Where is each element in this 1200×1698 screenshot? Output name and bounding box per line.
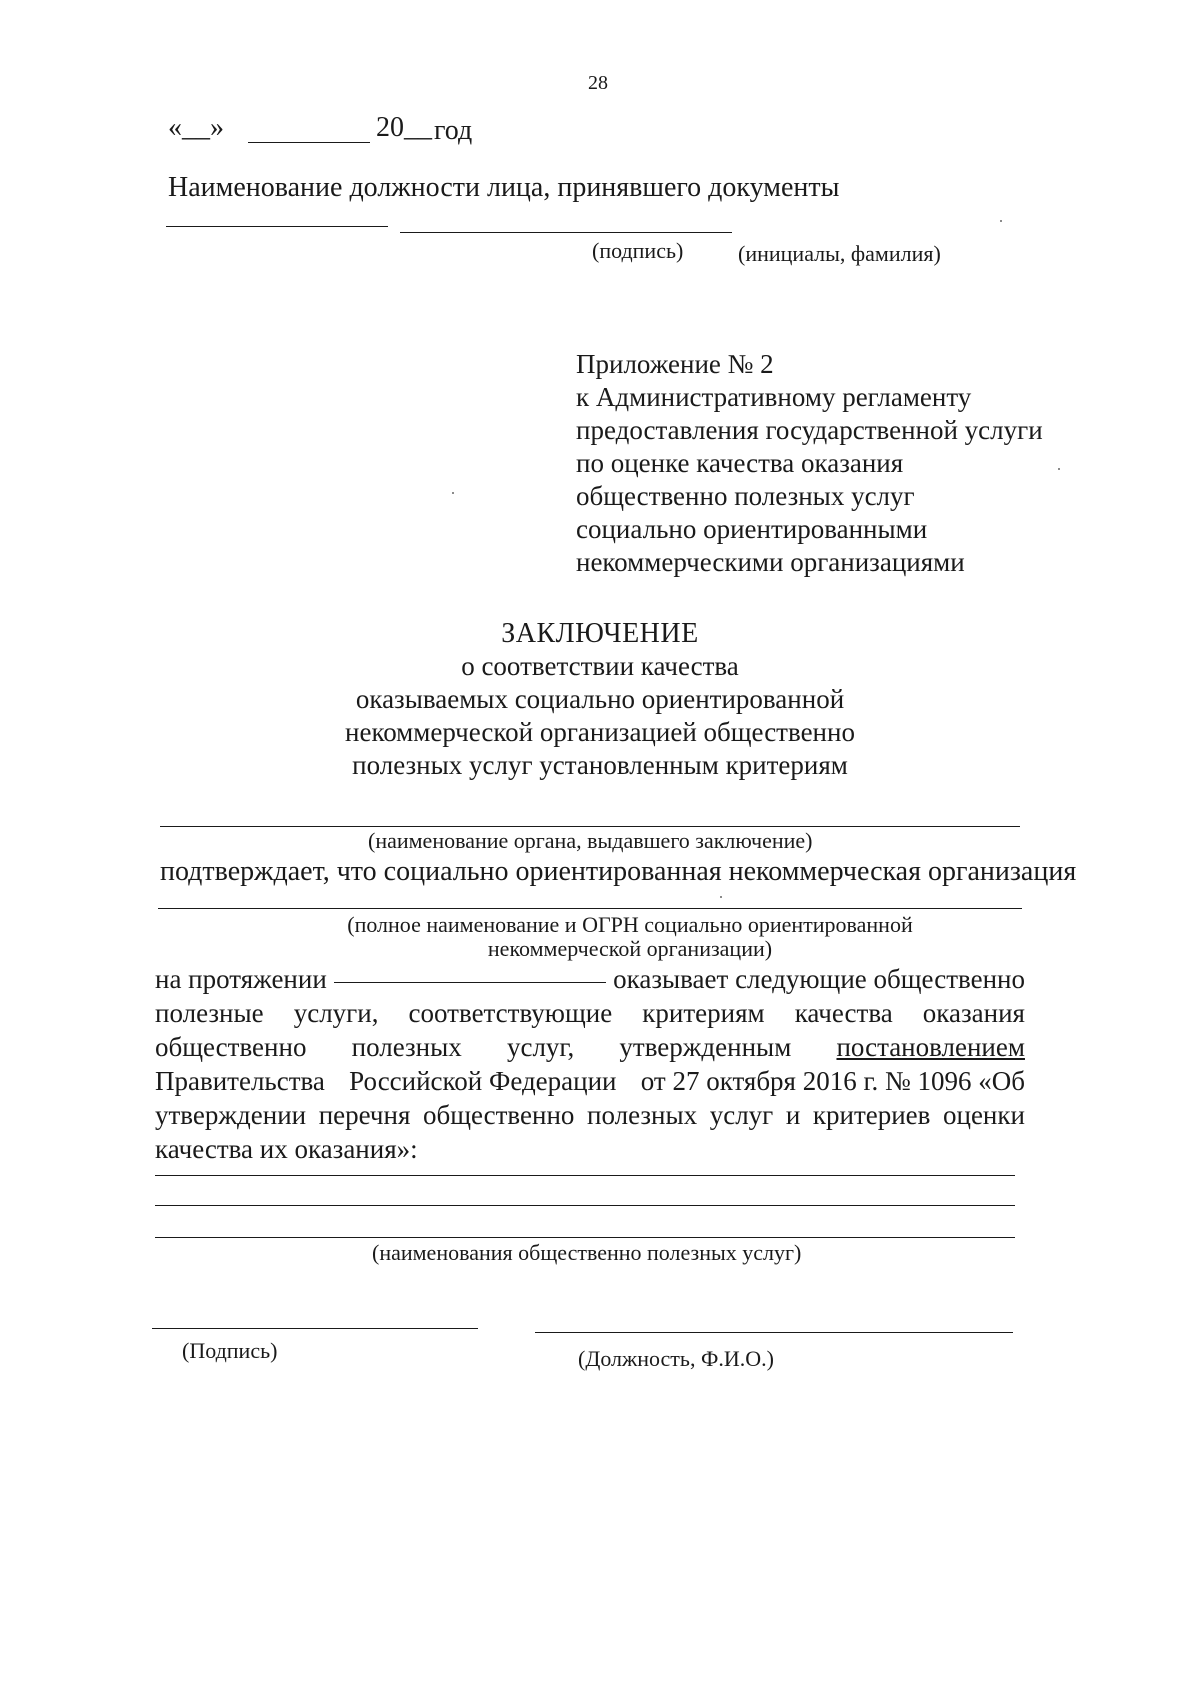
accepted-signature-caption: (подпись): [592, 238, 684, 263]
appendix-line: предоставления государственной услуги: [576, 415, 1043, 445]
footer-signature-blank: [152, 1328, 478, 1329]
subtitle-line: некоммерческой организацией общественно: [345, 717, 855, 747]
body-line-6: качества их оказания»:: [155, 1134, 418, 1164]
services-blank-2: [155, 1205, 1015, 1206]
body-line-3: общественно полезных услуг, утвержденным постановлением: [155, 1032, 1025, 1062]
date-year-word: год: [434, 115, 473, 146]
subtitle-line: о соответствии качества: [461, 651, 739, 681]
accepted-initials-blank: [400, 232, 732, 233]
date-month-blank: [248, 142, 370, 143]
services-blank-1: [155, 1175, 1015, 1176]
scan-speck: [1000, 220, 1002, 222]
footer-signature-caption: (Подпись): [182, 1338, 278, 1363]
organization-blank: [158, 908, 1022, 909]
org-caption-line2: некоммерческой организации): [487, 936, 773, 961]
scan-speck: [1058, 468, 1060, 470]
footer-position-caption: (Должность, Ф.И.О.): [578, 1346, 774, 1371]
scan-speck: [720, 896, 722, 898]
page-number: 28: [588, 72, 608, 94]
issuer-blank: [160, 826, 1020, 827]
accepted-signature-blank: [166, 226, 388, 227]
appendix-line: некоммерческими организациями: [576, 547, 965, 577]
subtitle-line: оказываемых социально ориентированной: [355, 684, 845, 714]
period-blank: [334, 962, 606, 983]
appendix-block: [576, 348, 1043, 579]
services-blank-3: [155, 1237, 1015, 1238]
accepted-by-label: Наименование должности лица, принявшего документы: [168, 172, 840, 203]
appendix-line: к Административному регламенту: [576, 382, 972, 412]
appendix-line: социально ориентированными: [576, 514, 928, 544]
appendix-line: по оценке качества оказания: [576, 448, 904, 478]
confirms-text: подтверждает, что социально ориентированная некоммерческая организация: [160, 856, 1077, 887]
services-caption: (наименования общественно полезных услуг): [372, 1240, 802, 1265]
org-caption-line1: (полное наименование и ОГРН социально ориентированной: [347, 912, 913, 937]
accepted-initials-caption: (инициалы, фамилия): [738, 241, 941, 266]
document-heading: ЗАКЛЮЧЕНИЕ: [501, 618, 699, 649]
body-line-1: на протяжении оказывает следующие общественно: [155, 964, 1025, 994]
document-subtitle: [300, 650, 900, 782]
scan-speck: [452, 492, 454, 494]
body-line-5: утверждении перечня общественно полезных услуг и критериев оценки: [155, 1100, 1025, 1130]
appendix-line: общественно полезных услуг: [576, 481, 915, 511]
date-day-placeholder: «__»: [168, 112, 224, 143]
body-paragraph: [155, 962, 1025, 1166]
appendix-line: Приложение № 2: [576, 349, 774, 379]
date-year-prefix: 20__: [376, 112, 432, 143]
body-line-4: Правительства Российской Федерации от 27 октября 2016 г. № 1096 «Об: [155, 1066, 1025, 1096]
body-line-2: полезные услуги, соответствующие критериям качества оказания: [155, 998, 1025, 1028]
footer-position-blank: [535, 1332, 1013, 1333]
issuer-caption: (наименование органа, выдавшего заключение): [368, 828, 813, 853]
subtitle-line: полезных услуг установленным критериям: [352, 750, 848, 780]
